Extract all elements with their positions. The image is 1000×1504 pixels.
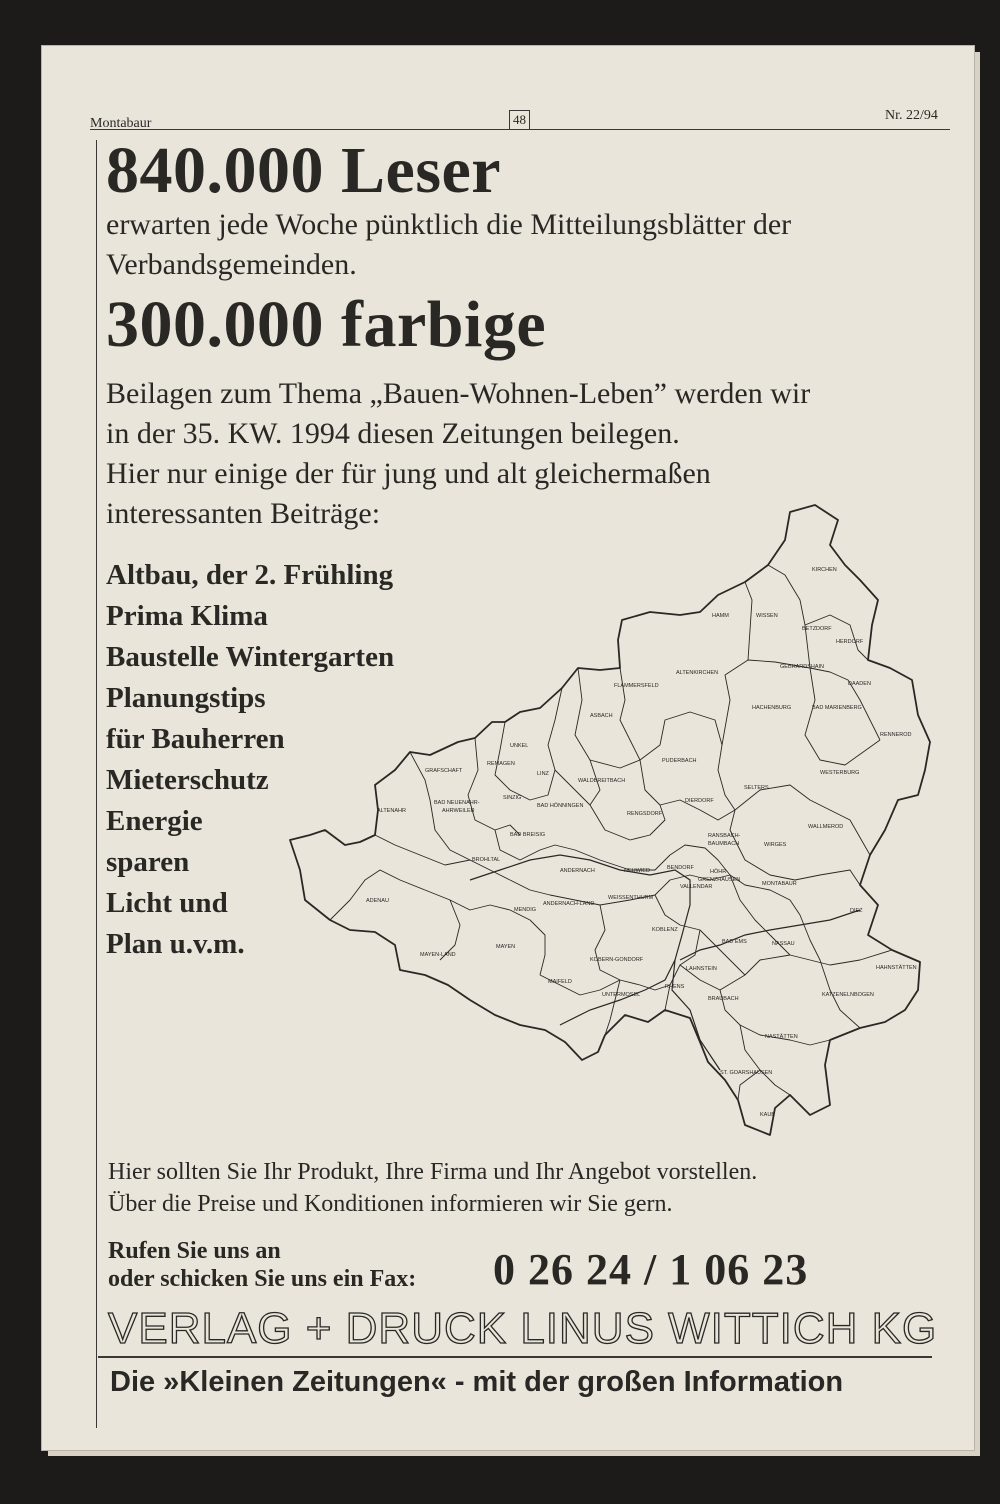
body-line-3: Hier nur einige der für jung und alt gleichermaßen xyxy=(106,457,711,490)
phone-number: 0 26 24 / 1 06 23 xyxy=(493,1245,809,1294)
map-label: WESTERBURG xyxy=(820,770,860,776)
call-to-action xyxy=(108,1237,416,1293)
promo-line-2: Über die Preise und Konditionen informieren wir Sie gern. xyxy=(108,1191,673,1217)
map-label: DIERDORF xyxy=(685,798,714,804)
publisher-name: VERLAG + DRUCK LINUS WITTICH KG xyxy=(108,1304,938,1353)
map-label: VALLENDAR xyxy=(680,884,713,890)
topic-item: Mieterschutz xyxy=(106,764,269,796)
map-label: LINZ xyxy=(537,771,549,777)
map-label: KATZENELNBOGEN xyxy=(822,992,874,998)
map-label: ST. GOARSHAUSEN xyxy=(720,1070,773,1076)
intro-line-1: erwarten jede Woche pünktlich die Mitteilungsblätter der xyxy=(106,208,792,241)
map-label: NEUWIED xyxy=(624,868,650,874)
topic-item: Baustelle Wintergarten xyxy=(106,641,395,673)
promo-text xyxy=(108,1156,757,1220)
headline-readers: 840.000 Leser xyxy=(106,134,502,207)
intro-line-2: Verbandsgemeinden. xyxy=(106,248,357,281)
topic-item: Energie xyxy=(106,805,203,837)
region-map xyxy=(285,500,940,1145)
map-label: SINZIG xyxy=(503,795,522,801)
ad-border-left xyxy=(96,140,97,1428)
map-label: BAD EMS xyxy=(722,939,747,945)
map-label: ASBACH xyxy=(590,713,613,719)
map-label: RENNEROD xyxy=(880,732,912,738)
map-label: HAHNSTÄTTEN xyxy=(876,965,917,971)
map-label: KAUB xyxy=(760,1112,775,1118)
map-label: WALLMEROD xyxy=(808,824,844,830)
map-label: HÖHR- xyxy=(710,869,729,875)
map-label: BAD BREISIG xyxy=(510,832,546,838)
map-label: DIEZ xyxy=(850,908,863,914)
page-number: 48 xyxy=(509,110,530,130)
map-label: FLAMMERSFELD xyxy=(614,683,659,689)
map-label: WEISSENTHURM xyxy=(608,895,654,901)
map-label: GEBHARDSHAIN xyxy=(780,664,825,670)
map-label: MAYEN xyxy=(496,944,516,950)
slogan: Die »Kleinen Zeitungen« - mit der großen Information xyxy=(110,1366,844,1398)
map-label: WISSEN xyxy=(756,613,778,619)
map-label: NASSAU xyxy=(772,941,795,947)
promo-line-1: Hier sollten Sie Ihr Produkt, Ihre Firma und Ihr Angebot vorstellen. xyxy=(108,1159,758,1185)
map-label: ALTENAHR xyxy=(377,808,406,814)
map-label: HACHENBURG xyxy=(752,705,792,711)
map-label: REMAGEN xyxy=(487,761,515,767)
map-label: MENDIG xyxy=(514,907,536,913)
map-outline xyxy=(290,505,930,1135)
topic-item: Prima Klima xyxy=(106,600,268,632)
map-label: ANDERNACH-LAND xyxy=(543,901,595,907)
body-line-4: interessanten Beiträge: xyxy=(106,497,381,530)
map-label: MONTABAUR xyxy=(762,881,797,887)
topic-item: Planungstips xyxy=(106,682,266,714)
map-label: BETZDORF xyxy=(802,626,832,632)
map-label: KOBLENZ xyxy=(652,927,678,933)
topic-item: Altbau, der 2. Frühling xyxy=(106,559,394,591)
map-label: UNTERMOSEL xyxy=(602,992,641,998)
footer-rule xyxy=(98,1356,932,1358)
map-label: DAADEN xyxy=(848,681,871,687)
body-line-1: Beilagen zum Thema „Bauen-Wohnen-Leben” werden wir xyxy=(106,377,811,410)
map-label: BRAUBACH xyxy=(708,996,739,1002)
map-label: BAD MARIENBERG xyxy=(812,705,862,711)
header-rule xyxy=(90,129,950,130)
headline-inserts: 300.000 farbige xyxy=(106,288,547,361)
map-label: RHENS xyxy=(665,984,685,990)
topic-item: Licht und xyxy=(106,887,228,919)
map-label: WIRGES xyxy=(764,842,787,848)
topic-item: Plan u.v.m. xyxy=(106,928,245,960)
issue-number: Nr. 22/94 xyxy=(885,108,938,123)
map-label: AHRWEILER xyxy=(442,808,475,814)
map-label: MAYEN-LAND xyxy=(420,952,456,958)
cta-line-2: oder schicken Sie uns ein Fax: xyxy=(108,1266,417,1292)
cta-line-1: Rufen Sie uns an xyxy=(108,1238,281,1264)
map-label: KIRCHEN xyxy=(812,567,837,573)
body-line-2: in der 35. KW. 1994 diesen Zeitungen beilegen. xyxy=(106,417,680,450)
map-label: GRENZHAUSEN xyxy=(698,877,741,883)
map-label: SELTERS xyxy=(744,785,769,791)
map-label: BAUMBACH xyxy=(708,841,740,847)
map-label: LAHNSTEIN xyxy=(686,966,717,972)
map-label: WALDBREITBACH xyxy=(578,778,626,784)
map-label: BROHLTAL xyxy=(472,857,501,863)
map-label: PUDERBACH xyxy=(662,758,697,764)
map-label: BAD HÖNNINGEN xyxy=(537,803,584,809)
header-location: Montabaur xyxy=(90,116,152,131)
intro-text xyxy=(106,205,791,285)
map-label: UNKEL xyxy=(510,743,529,749)
map-label: RENGSDORF xyxy=(627,811,663,817)
topic-item: sparen xyxy=(106,846,190,878)
map-label: MAIFELD xyxy=(548,979,572,985)
map-label: HAMM xyxy=(712,613,729,619)
map-label: BAD NEUENAHR- xyxy=(434,800,480,806)
map-label: GRAFSCHAFT xyxy=(425,768,463,774)
map-label: HERDORF xyxy=(836,639,864,645)
map-label: ALTENKIRCHEN xyxy=(676,670,719,676)
topic-item: für Bauherren xyxy=(106,723,285,755)
map-label: ADENAU xyxy=(366,898,389,904)
map-label: KOBERN-GONDORF xyxy=(590,957,644,963)
map-label: ANDERNACH xyxy=(560,868,595,874)
map-label: RANSBACH- xyxy=(708,833,741,839)
map-label: BENDORF xyxy=(667,865,694,871)
map-label: NASTÄTTEN xyxy=(765,1034,798,1040)
